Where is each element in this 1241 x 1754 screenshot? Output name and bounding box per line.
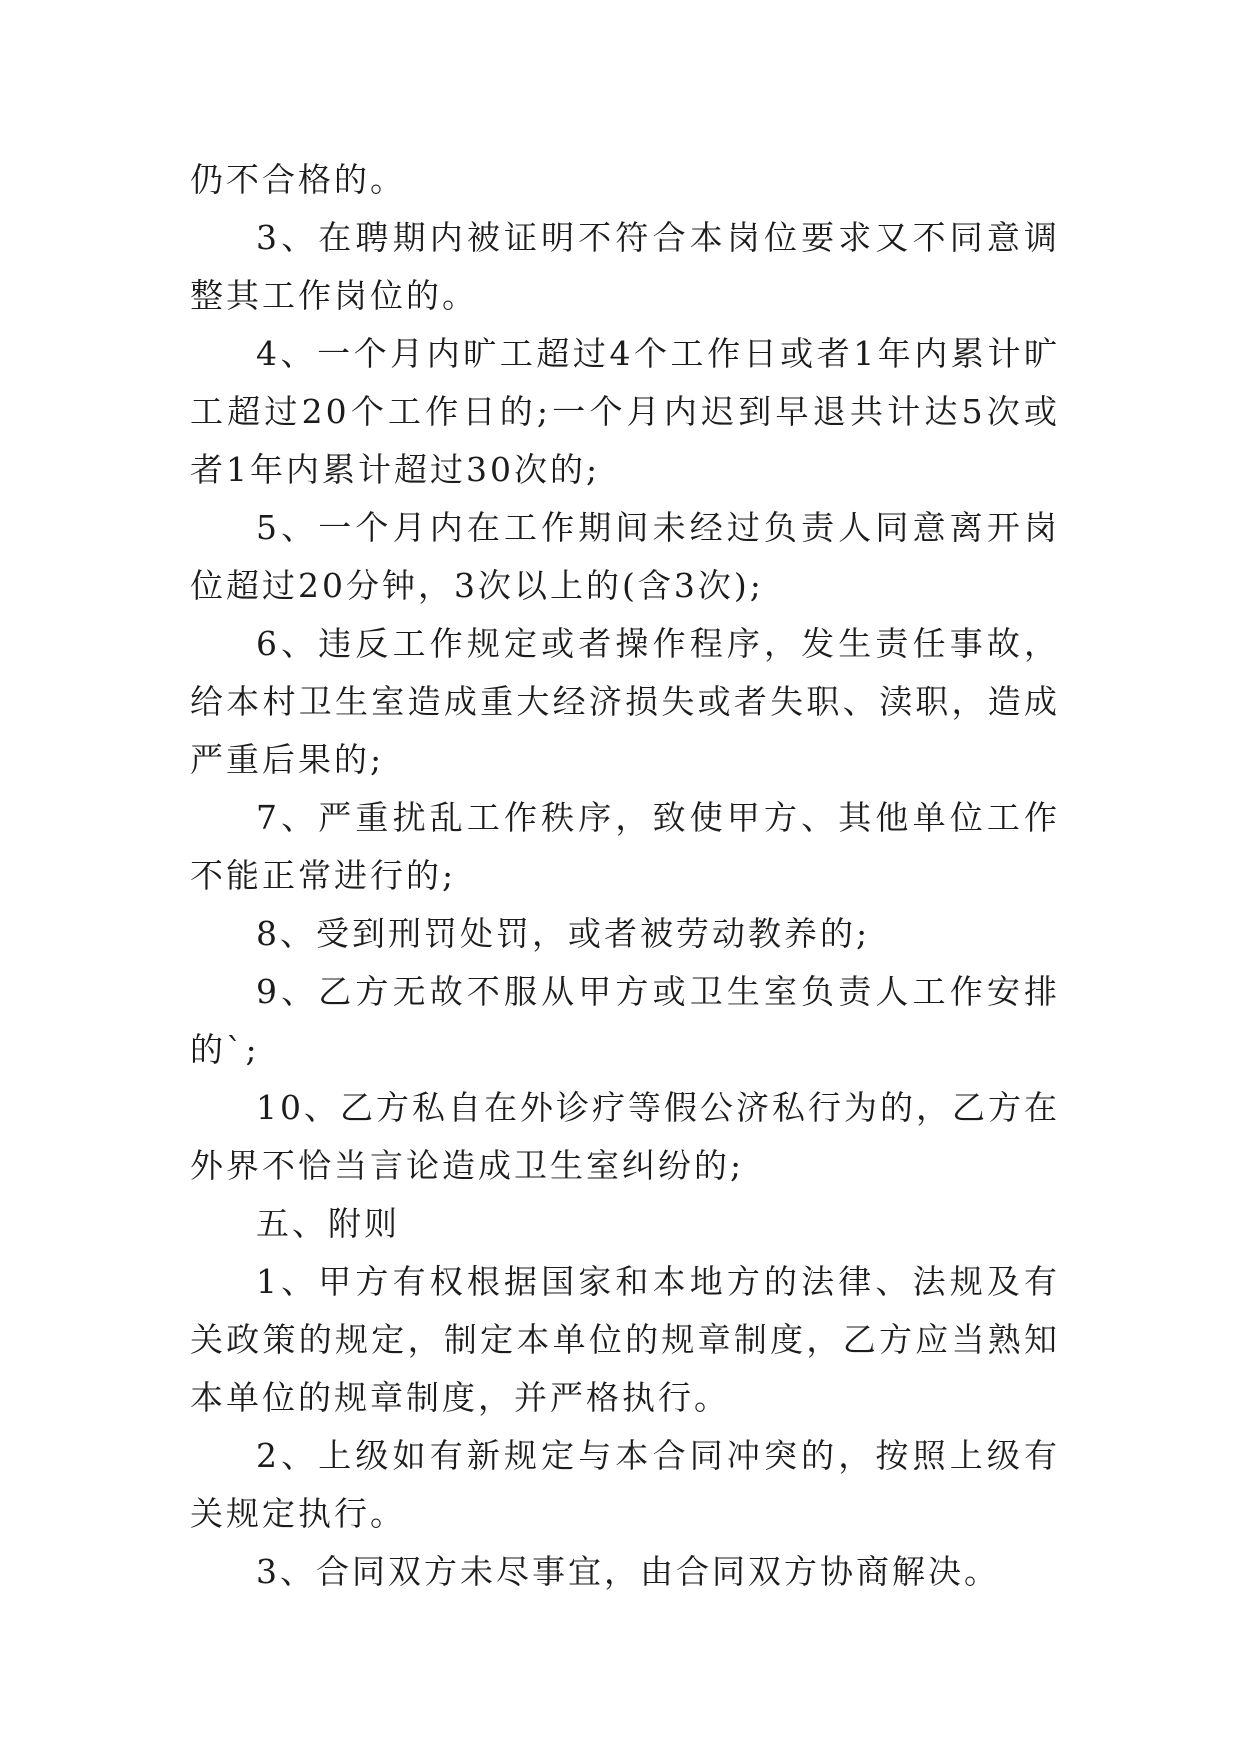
clause-7-paragraph: 7、严重扰乱工作秩序，致使甲方、其他单位工作不能正常进行的; [190, 798, 1060, 895]
clause-4-paragraph: 4、一个月内旷工超过4个工作日或者1年内累计旷工超过20个工作日的;一个月内迟到早退共计达5次或者1年内累计超过30次的; [190, 334, 1060, 489]
clause-9-paragraph: 9、乙方无故不服从甲方或卫生室负责人工作安排的`; [190, 972, 1060, 1069]
clause-3-paragraph: 3、在聘期内被证明不符合本岗位要求又不同意调整其工作岗位的。 [190, 218, 1060, 315]
supplementary-clause-1: 1、甲方有权根据国家和本地方的法律、法规及有关政策的规定，制定本单位的规章制度，乙方应当熟知本单位的规章制度，并严格执行。 [190, 1262, 1060, 1417]
clause-5-paragraph: 5、一个月内在工作期间未经过负责人同意离开岗位超过20分钟，3次以上的(含3次); [190, 508, 1060, 605]
clause-8-paragraph: 8、受到刑罚处罚，或者被劳动教养的; [256, 914, 871, 953]
clause-10-paragraph: 10、乙方私自在外诊疗等假公济私行为的，乙方在外界不恰当言论造成卫生室纠纷的; [190, 1088, 1060, 1185]
contract-body-text [190, 151, 1060, 1601]
section-heading-supplementary: 五、附则 [256, 1204, 400, 1243]
supplementary-clause-3: 3、合同双方未尽事宜，由合同双方协商解决。 [256, 1552, 1000, 1591]
paragraph-continuation: 仍不合格的。 [190, 160, 406, 199]
clause-6-paragraph: 6、违反工作规定或者操作程序，发生责任事故，给本村卫生室造成重大经济损失或者失职、渎职，造成严重后果的; [190, 624, 1060, 779]
supplementary-clause-2: 2、上级如有新规定与本合同冲突的，按照上级有关规定执行。 [190, 1436, 1060, 1533]
